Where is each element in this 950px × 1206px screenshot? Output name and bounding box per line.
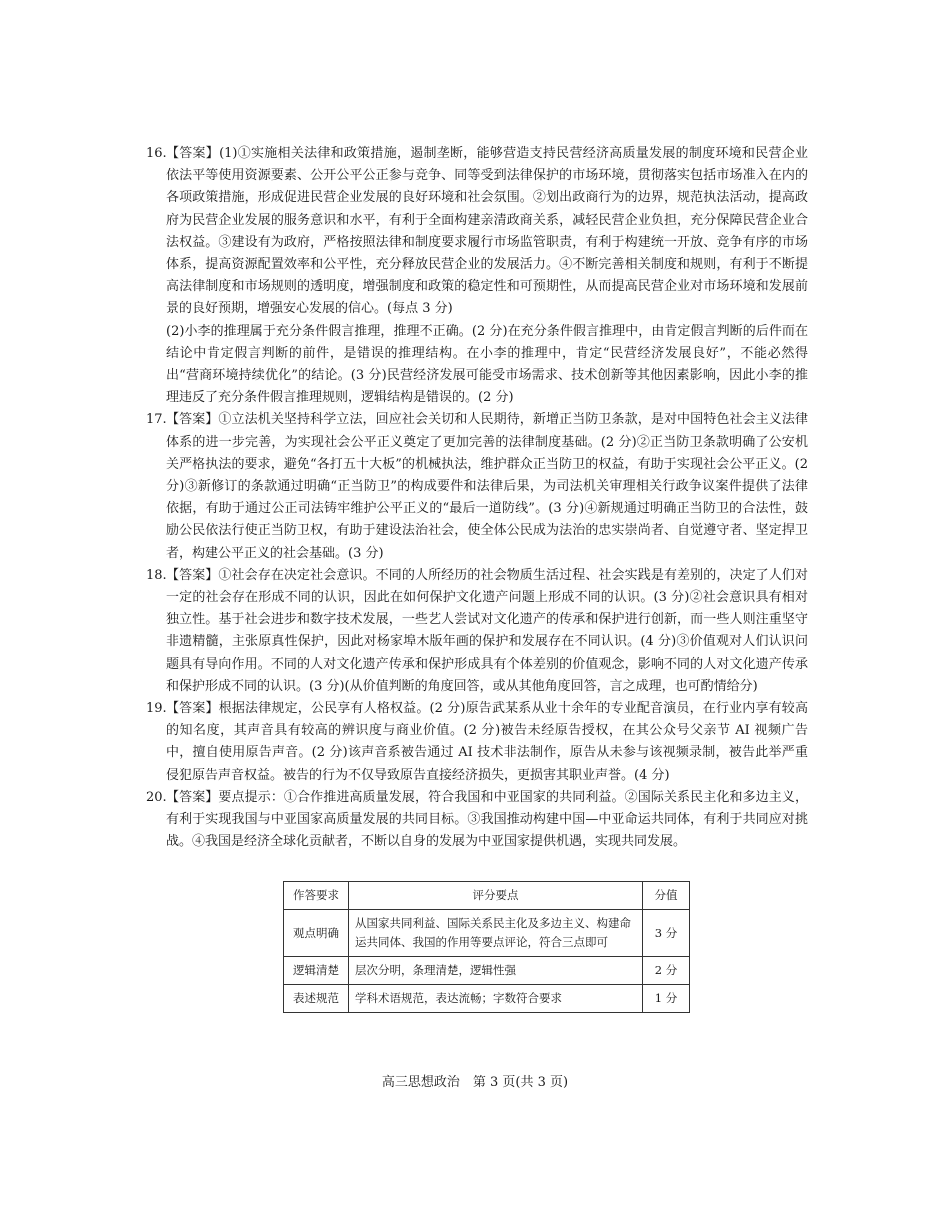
- question-18: [146, 565, 808, 698]
- question-number: 17.: [146, 412, 167, 428]
- cell-score: 2 分: [643, 957, 690, 985]
- cell-requirement: 观点明确: [284, 910, 349, 957]
- table-row: [284, 957, 690, 985]
- question-20: [146, 787, 808, 854]
- answer-paragraph: (2)小李的推理属于充分条件假言推理，推理不正确。(2 分)在充分条件假言推理中，由肯定假言判断的后件而在结论中肯定假言判断的前件，是错误的推理结构。在小李的推理中，肯定“民营经济发展良好”，不能必然得出“营商环境持续优化”的结论。(3 分)民营经济发展可能受市场需求、技术创新等其他因素影响，因此小李的推理违反了充分条件假言推理规则，逻辑结构是错误的。(2 分): [166, 323, 808, 406]
- table-row: [284, 910, 690, 957]
- question-number: 16.: [146, 146, 167, 161]
- question-number: 19.: [146, 701, 167, 717]
- table-row: [284, 985, 690, 1013]
- header-key-points: 评分要点: [349, 882, 643, 910]
- answer-paragraph: 【答案】要点提示：①合作推进高质量发展，符合我国和中亚国家的共同利益。②国际关系民主化和多边主义，有利于实现我国与中亚国家高质量发展的共同目标。③我国推动构建中国—中亚命运共同体，有利于共同应对挑战。④我国是经济全球化贡献者，不断以自身的发展为中亚国家提供机遇，实现共同发展。: [166, 789, 808, 850]
- answer-paragraph: 【答案】根据法律规定，公民享有人格权益。(2 分)原告武某系从业十余年的专业配音演员，在行业内享有较高的知名度，其声音具有较高的辨识度与商业价值。(2 分)被告未经原告授权，在其公众号父亲节 AI 视频广告中，擅自使用原告声音。(2 分)该声音系被告通过 AI 技术非法制作，原告从未参与该视频录制，被告此举严重侵犯原告声音权益。被告的行为不仅导致原告直接经济损失，更损害其职业声誉。(4 分): [166, 701, 808, 783]
- header-score: 分值: [643, 882, 690, 910]
- table-header-row: [284, 882, 690, 910]
- cell-requirement: 表述规范: [284, 985, 349, 1013]
- cell-key-points: 学科术语规范，表达流畅；字数符合要求: [349, 985, 643, 1013]
- question-19: [146, 698, 808, 787]
- question-number: 18.: [146, 567, 167, 583]
- cell-requirement: 逻辑清楚: [284, 957, 349, 985]
- answer-content: [146, 143, 808, 854]
- cell-key-points: 从国家共同利益、国际关系民主化及多边主义、构建命运共同体、我国的作用等要点评论，符合三点即可: [349, 910, 643, 957]
- cell-score: 3 分: [643, 910, 690, 957]
- answer-paragraph: 【答案】①社会存在决定社会意识。不同的人所经历的社会物质生活过程、社会实践是有差别的，决定了人们对一定的社会存在形成不同的认识，因此在如何保护文化遗产问题上形成不同的认识。(3 分)②社会意识具有相对独立性。基于社会进步和数字技术发展，一些艺人尝试对文化遗产的传承和保护进行创新，而一些人则注重坚守非遗精髓，主张原真性保护，因此对杨家埠木版年画的保护和发展存在不同认识。(4 分)③价值观对人们认识问题具有导向作用。不同的人对文化遗产传承和保护形成具有个体差别的价值观念，影响不同的人对文化遗产传承和保护形成不同的认识。(3 分)(从价值判断的角度回答，或从其他角度回答，言之成理，也可酌情给分): [166, 567, 808, 694]
- cell-key-points: 层次分明，条理清楚，逻辑性强: [349, 957, 643, 985]
- answer-paragraph: 【答案】(1)①实施相关法律和政策措施，遏制垄断，能够营造支持民营经济高质量发展的制度环境和民营企业依法平等使用资源要素、公开公平公正参与竞争、同等受到法律保护的市场环境，贯彻落实包括市场准入在内的各项政策措施，形成促进民营企业发展的良好环境和社会氛围。②划出政商行为的边界，规范执法活动，提高政府为民营企业发展的服务意识和水平，有利于全面构建亲清政商关系，减轻民营企业负担，充分保障民营企业合法权益。③建设有为政府，严格按照法律和制度要求履行市场监管职责，有利于构建统一开放、竞争有序的市场体系，提高资源配置效率和公平性，充分释放民营企业的发展活力。④不断完善相关制度和规则，有利于不断提高法律制度和市场规则的透明度，增强制度和政策的稳定性和可预期性，从而提高民营企业对市场环境和发展前景的良好预期，增强安心发展的信心。(每点 3 分): [166, 146, 808, 317]
- scoring-rubric-table: [283, 881, 690, 1013]
- question-16: [146, 143, 808, 409]
- question-17: [146, 409, 808, 564]
- header-requirement: 作答要求: [284, 882, 349, 910]
- page-footer: 高三思想政治 第 3 页(共 3 页): [381, 1075, 569, 1090]
- answer-paragraph: 【答案】①立法机关坚持科学立法，回应社会关切和人民期待，新增正当防卫条款，是对中国特色社会主义法律体系的进一步完善，为实现社会公平正义奠定了更加完善的法律制度基础。(2 分)②正当防卫条款明确了公安机关严格执法的要求，避免“各打五十大板”的机械执法，维护群众正当防卫的权益，有助于实现社会公平正义。(2 分)③新修订的条款通过明确“正当防卫”的构成要件和法律后果，为司法机关审理相关行政争议案件提供了法律依据，有助于通过公正司法铸牢维护公平正义的“最后一道防线”。(3 分)④新规通过明确正当防卫的合法性，鼓励公民依法行使正当防卫权，有助于建设法治社会，使全体公民成为法治的忠实崇尚者、自觉遵守者、坚定捍卫者，构建公平正义的社会基础。(3 分): [166, 412, 808, 561]
- question-number: 20.: [146, 789, 167, 805]
- cell-score: 1 分: [643, 985, 690, 1013]
